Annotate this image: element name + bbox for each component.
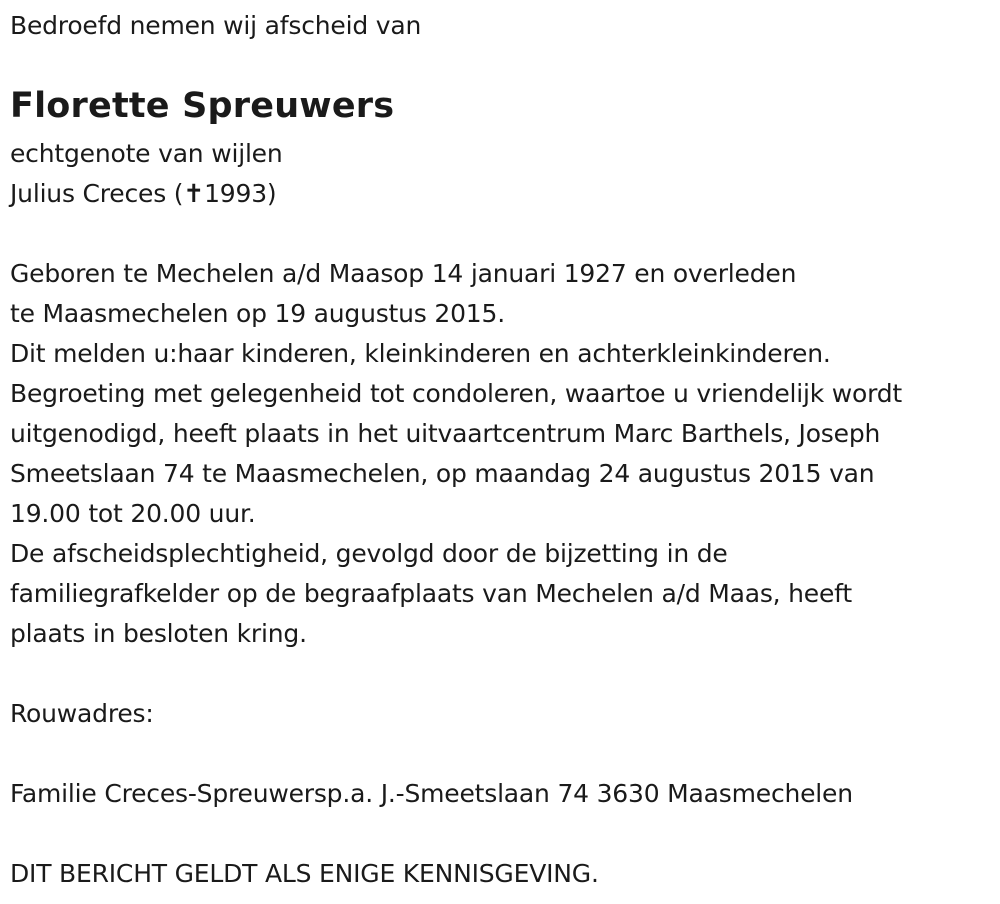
body-line: 19.00 tot 20.00 uur. (10, 499, 256, 528)
body-line: Dit melden u:haar kinderen, kleinkinderen en achterkleinkinderen. (10, 339, 831, 368)
body-line: Geboren te Mechelen a/d Maasop 14 januari 1927 en overleden (10, 259, 797, 288)
rouwadres-label: Rouwadres: (10, 699, 154, 728)
deceased-name: Florette Spreuwers (10, 86, 395, 126)
notice-body (10, 254, 902, 654)
body-line: plaats in besloten kring. (10, 619, 307, 648)
body-line: De afscheidsplechtigheid, gevolgd door de bijzetting in de (10, 539, 728, 568)
relation-line-spouse: Julius Creces (✝1993) (10, 179, 277, 208)
body-line: uitgenodigd, heeft plaats in het uitvaartcentrum Marc Barthels, Joseph (10, 419, 881, 448)
body-line: te Maasmechelen op 19 augustus 2015. (10, 299, 505, 328)
mourning-address: Familie Creces-Spreuwersp.a. J.-Smeetslaan 74 3630 Maasmechelen (10, 779, 853, 808)
body-line: familiegrafkelder op de begraafplaats van Mechelen a/d Maas, heeft (10, 579, 852, 608)
body-line: Begroeting met gelegenheid tot condoleren, waartoe u vriendelijk wordt (10, 379, 903, 408)
relation-line: echtgenote van wijlen (10, 139, 283, 168)
relation-block (10, 134, 283, 214)
body-line: Smeetslaan 74 te Maasmechelen, op maandag 24 augustus 2015 van (10, 459, 875, 488)
closing-notice: DIT BERICHT GELDT ALS ENIGE KENNISGEVING. (10, 859, 599, 888)
intro-text: Bedroefd nemen wij afscheid van (10, 11, 422, 40)
